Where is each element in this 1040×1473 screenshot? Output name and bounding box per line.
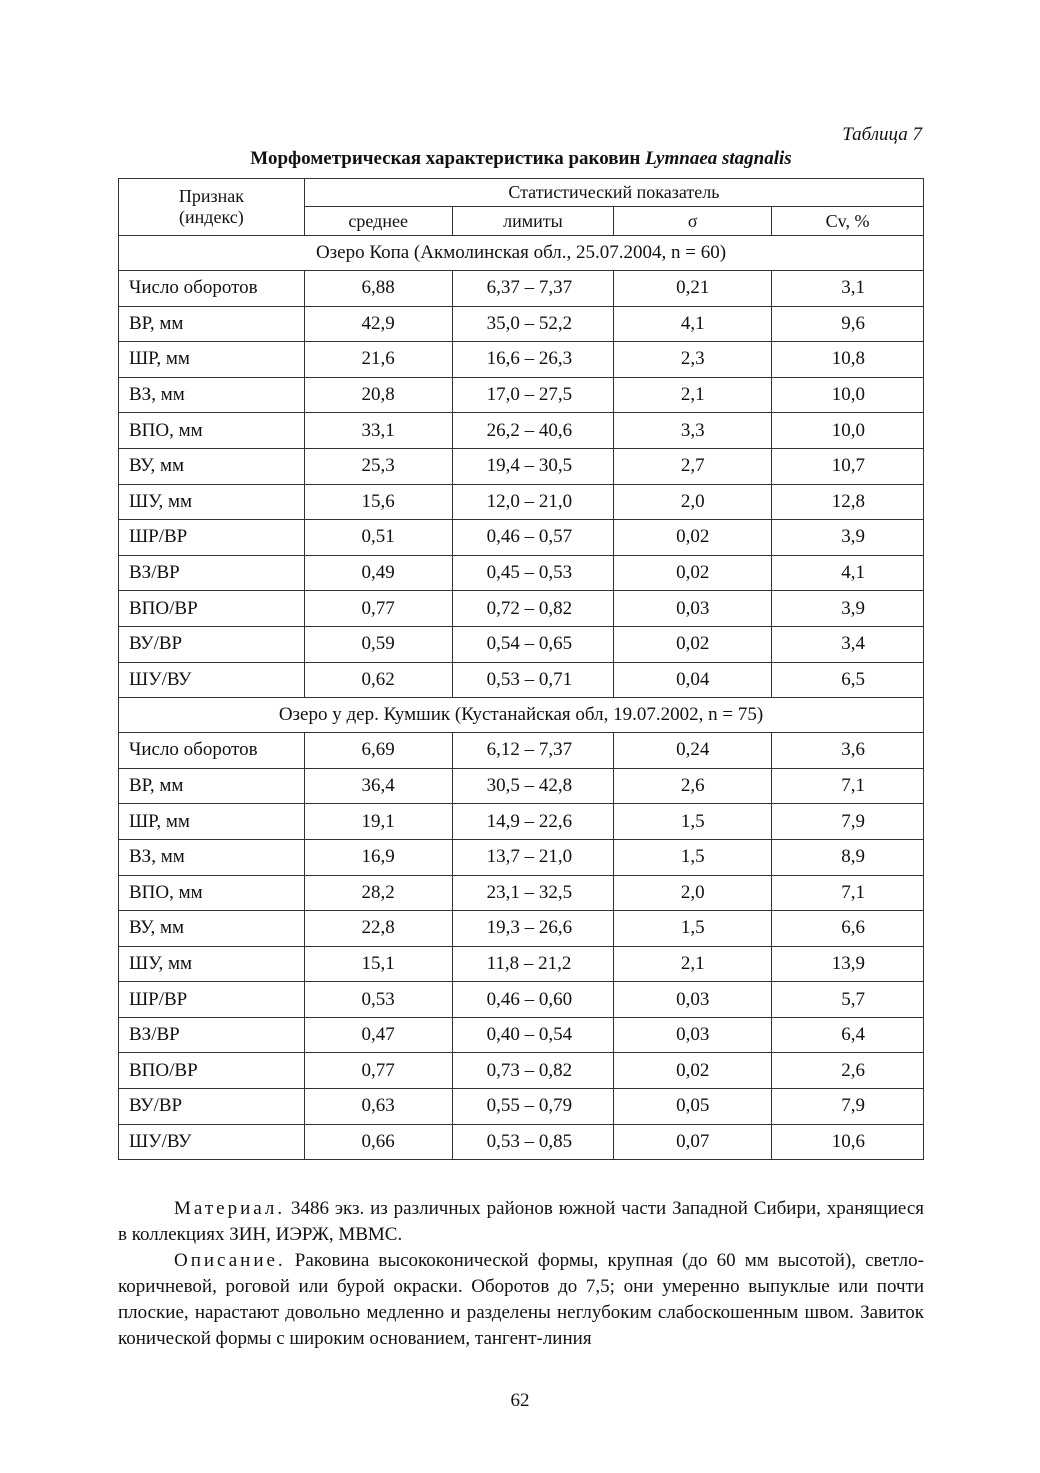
limits-cell: 16,6 – 26,3 xyxy=(452,342,614,378)
limits-cell: 17,0 – 27,5 xyxy=(452,377,614,413)
table-row xyxy=(119,413,924,449)
limits-cell: 12,0 – 21,0 xyxy=(452,484,614,520)
header-feature-label: Признак xyxy=(178,186,244,206)
header-feature xyxy=(119,179,305,236)
feature-cell: ВЗ, мм xyxy=(119,839,305,875)
sigma-cell: 0,04 xyxy=(614,662,772,698)
section-label: Озеро Копа (Акмолинская обл., 25.07.2004, n = 60) xyxy=(119,236,924,271)
section-header-row xyxy=(119,236,924,271)
feature-cell: ШУ, мм xyxy=(119,946,305,982)
paragraph-text: 3486 экз. из различных районов южной части Западной Сибири, хранящиеся в коллекциях ЗИН, ИЭРЖ, МВМС. xyxy=(118,1198,924,1245)
table-row xyxy=(119,733,924,769)
table-row xyxy=(119,1124,924,1160)
mean-cell: 42,9 xyxy=(304,306,452,342)
sigma-cell: 0,07 xyxy=(614,1124,772,1160)
sigma-cell: 1,5 xyxy=(614,839,772,875)
cv-cell: 3,6 xyxy=(772,733,924,769)
table-row xyxy=(119,982,924,1018)
sigma-cell: 0,03 xyxy=(614,591,772,627)
paragraph-material xyxy=(118,1196,924,1248)
mean-cell: 33,1 xyxy=(304,413,452,449)
feature-cell: ВР, мм xyxy=(119,306,305,342)
sigma-cell: 2,1 xyxy=(614,377,772,413)
cv-cell: 5,7 xyxy=(772,982,924,1018)
table-row xyxy=(119,306,924,342)
cv-cell: 12,8 xyxy=(772,484,924,520)
mean-cell: 20,8 xyxy=(304,377,452,413)
cv-cell: 3,1 xyxy=(772,271,924,307)
table-row xyxy=(119,911,924,947)
header-limits: лимиты xyxy=(452,207,614,236)
table-row xyxy=(119,662,924,698)
feature-cell: ВЗ/ВР xyxy=(119,555,305,591)
feature-cell: ШР, мм xyxy=(119,342,305,378)
mean-cell: 6,69 xyxy=(304,733,452,769)
cv-cell: 13,9 xyxy=(772,946,924,982)
sigma-cell: 0,24 xyxy=(614,733,772,769)
mean-cell: 0,63 xyxy=(304,1089,452,1125)
mean-cell: 0,77 xyxy=(304,1053,452,1089)
limits-cell: 13,7 – 21,0 xyxy=(452,839,614,875)
feature-cell: ВПО/ВР xyxy=(119,1053,305,1089)
feature-cell: ВР, мм xyxy=(119,768,305,804)
cv-cell: 10,8 xyxy=(772,342,924,378)
sigma-cell: 0,05 xyxy=(614,1089,772,1125)
table-row xyxy=(119,448,924,484)
header-mean: среднее xyxy=(304,207,452,236)
table-row xyxy=(119,1017,924,1053)
limits-cell: 26,2 – 40,6 xyxy=(452,413,614,449)
feature-cell: ВУ/ВР xyxy=(119,626,305,662)
page-number: 62 xyxy=(510,1390,530,1411)
limits-cell: 0,55 – 0,79 xyxy=(452,1089,614,1125)
cv-cell: 3,4 xyxy=(772,626,924,662)
paragraph-lead: Описание. xyxy=(174,1250,286,1271)
sigma-cell: 2,0 xyxy=(614,484,772,520)
sigma-cell: 2,6 xyxy=(614,768,772,804)
sigma-cell: 2,0 xyxy=(614,875,772,911)
header-feature-sub: (индекс) xyxy=(179,207,244,227)
sigma-cell: 1,5 xyxy=(614,911,772,947)
feature-cell: ШР/ВР xyxy=(119,520,305,556)
cv-cell: 7,1 xyxy=(772,875,924,911)
sigma-cell: 0,03 xyxy=(614,982,772,1018)
sigma-cell: 2,7 xyxy=(614,448,772,484)
header-sigma: σ xyxy=(614,207,772,236)
sigma-cell: 0,02 xyxy=(614,1053,772,1089)
limits-cell: 14,9 – 22,6 xyxy=(452,804,614,840)
cv-cell: 2,6 xyxy=(772,1053,924,1089)
limits-cell: 0,72 – 0,82 xyxy=(452,591,614,627)
cv-cell: 10,7 xyxy=(772,448,924,484)
mean-cell: 36,4 xyxy=(304,768,452,804)
limits-cell: 23,1 – 32,5 xyxy=(452,875,614,911)
feature-cell: ВЗ/ВР xyxy=(119,1017,305,1053)
limits-cell: 11,8 – 21,2 xyxy=(452,946,614,982)
limits-cell: 6,12 – 7,37 xyxy=(452,733,614,769)
feature-cell: ВУ, мм xyxy=(119,448,305,484)
limits-cell: 30,5 – 42,8 xyxy=(452,768,614,804)
cv-cell: 6,6 xyxy=(772,911,924,947)
limits-cell: 19,4 – 30,5 xyxy=(452,448,614,484)
mean-cell: 0,53 xyxy=(304,982,452,1018)
limits-cell: 0,73 – 0,82 xyxy=(452,1053,614,1089)
mean-cell: 0,59 xyxy=(304,626,452,662)
mean-cell: 0,66 xyxy=(304,1124,452,1160)
cv-cell: 8,9 xyxy=(772,839,924,875)
feature-cell: ШР/ВР xyxy=(119,982,305,1018)
body-text xyxy=(118,1196,924,1352)
mean-cell: 16,9 xyxy=(304,839,452,875)
feature-cell: ШР, мм xyxy=(119,804,305,840)
sigma-cell: 0,03 xyxy=(614,1017,772,1053)
feature-cell: ВПО, мм xyxy=(119,413,305,449)
feature-cell: Число оборотов xyxy=(119,271,305,307)
cv-cell: 7,9 xyxy=(772,804,924,840)
feature-cell: ШУ/ВУ xyxy=(119,1124,305,1160)
table-title xyxy=(118,148,924,170)
feature-cell: ВУ, мм xyxy=(119,911,305,947)
mean-cell: 15,1 xyxy=(304,946,452,982)
header-stat: Статистический показатель xyxy=(304,179,923,207)
mean-cell: 0,62 xyxy=(304,662,452,698)
header-cv: Cv, % xyxy=(772,207,924,236)
mean-cell: 6,88 xyxy=(304,271,452,307)
table-row xyxy=(119,768,924,804)
cv-cell: 3,9 xyxy=(772,591,924,627)
mean-cell: 25,3 xyxy=(304,448,452,484)
feature-cell: ШУ, мм xyxy=(119,484,305,520)
section-label: Озеро у дер. Кумшик (Кустанайская обл, 19.07.2002, n = 75) xyxy=(119,698,924,733)
cv-cell: 3,9 xyxy=(772,520,924,556)
cv-cell: 6,4 xyxy=(772,1017,924,1053)
table-row xyxy=(119,271,924,307)
mean-cell: 19,1 xyxy=(304,804,452,840)
table-row xyxy=(119,804,924,840)
sigma-cell: 0,02 xyxy=(614,555,772,591)
mean-cell: 28,2 xyxy=(304,875,452,911)
table-row xyxy=(119,342,924,378)
feature-cell: ВПО/ВР xyxy=(119,591,305,627)
limits-cell: 35,0 – 52,2 xyxy=(452,306,614,342)
feature-cell: ВУ/ВР xyxy=(119,1089,305,1125)
mean-cell: 15,6 xyxy=(304,484,452,520)
limits-cell: 0,40 – 0,54 xyxy=(452,1017,614,1053)
limits-cell: 19,3 – 26,6 xyxy=(452,911,614,947)
limits-cell: 0,45 – 0,53 xyxy=(452,555,614,591)
table-row xyxy=(119,591,924,627)
sigma-cell: 4,1 xyxy=(614,306,772,342)
cv-cell: 10,6 xyxy=(772,1124,924,1160)
table-title-text: Морфометрическая характеристика раковин xyxy=(250,148,646,169)
table-row xyxy=(119,484,924,520)
feature-cell: ВПО, мм xyxy=(119,875,305,911)
mean-cell: 0,47 xyxy=(304,1017,452,1053)
table-row xyxy=(119,520,924,556)
cv-cell: 10,0 xyxy=(772,377,924,413)
cv-cell: 7,1 xyxy=(772,768,924,804)
cv-cell: 6,5 xyxy=(772,662,924,698)
table-row xyxy=(119,377,924,413)
sigma-cell: 0,21 xyxy=(614,271,772,307)
section-header-row xyxy=(119,698,924,733)
cv-cell: 9,6 xyxy=(772,306,924,342)
limits-cell: 0,53 – 0,71 xyxy=(452,662,614,698)
cv-cell: 10,0 xyxy=(772,413,924,449)
feature-cell: ВЗ, мм xyxy=(119,377,305,413)
sigma-cell: 0,02 xyxy=(614,626,772,662)
limits-cell: 0,54 – 0,65 xyxy=(452,626,614,662)
sigma-cell: 3,3 xyxy=(614,413,772,449)
limits-cell: 0,46 – 0,57 xyxy=(452,520,614,556)
table-row xyxy=(119,555,924,591)
mean-cell: 0,77 xyxy=(304,591,452,627)
mean-cell: 22,8 xyxy=(304,911,452,947)
table-row xyxy=(119,946,924,982)
table-row xyxy=(119,626,924,662)
mean-cell: 0,49 xyxy=(304,555,452,591)
limits-cell: 6,37 – 7,37 xyxy=(452,271,614,307)
sigma-cell: 2,3 xyxy=(614,342,772,378)
paragraph-lead: Материал. xyxy=(174,1198,286,1219)
mean-cell: 0,51 xyxy=(304,520,452,556)
feature-cell: Число оборотов xyxy=(119,733,305,769)
cv-cell: 4,1 xyxy=(772,555,924,591)
feature-cell: ШУ/ВУ xyxy=(119,662,305,698)
limits-cell: 0,46 – 0,60 xyxy=(452,982,614,1018)
table-row xyxy=(119,1053,924,1089)
sigma-cell: 2,1 xyxy=(614,946,772,982)
table-row xyxy=(119,1089,924,1125)
mean-cell: 21,6 xyxy=(304,342,452,378)
table-caption: Таблица 7 xyxy=(842,124,922,145)
table-body xyxy=(119,236,924,1160)
morphometry-table xyxy=(118,178,924,1160)
paragraph-text: Раковина высококонической формы, крупная (до 60 мм высотой), светло-коричневой, роговой или бурой окраски. Оборотов до 7,5; они умеренно выпуклые или почти плоские, нарастают довольно медленно и разделены неглубоким слабоскошенным швом. Завиток конической формы с широким основанием, тангент-линия xyxy=(118,1250,924,1349)
sigma-cell: 1,5 xyxy=(614,804,772,840)
cv-cell: 7,9 xyxy=(772,1089,924,1125)
paragraph-description xyxy=(118,1248,924,1352)
species-name: Lymnaea stagnalis xyxy=(645,148,792,169)
limits-cell: 0,53 – 0,85 xyxy=(452,1124,614,1160)
table-row xyxy=(119,839,924,875)
table-row xyxy=(119,875,924,911)
sigma-cell: 0,02 xyxy=(614,520,772,556)
